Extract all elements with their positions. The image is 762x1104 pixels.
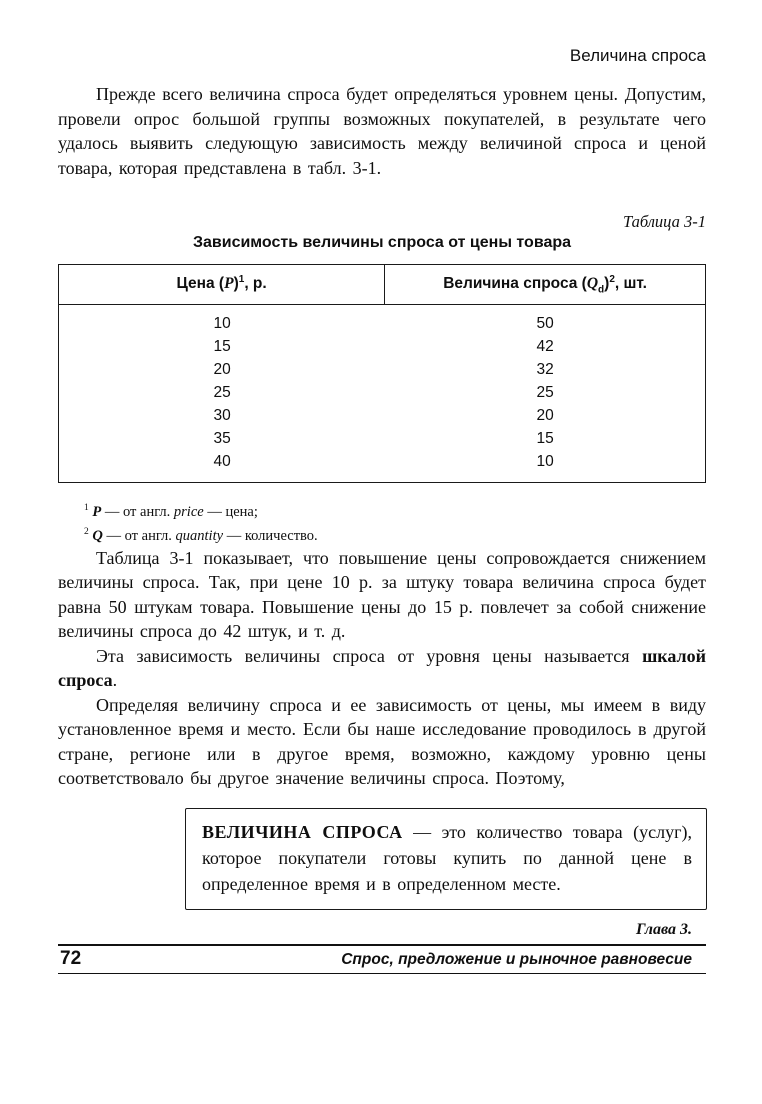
price-variable: P <box>224 275 234 293</box>
qty-cell: 25 <box>536 384 554 402</box>
footnote-2-translation: — количество. <box>223 527 318 544</box>
quantity-footnote-marker: 2 <box>609 274 615 285</box>
footnote-1 <box>84 499 706 522</box>
quantity-header-unit: , шт. <box>614 275 647 293</box>
quantity-variable: Q <box>586 275 599 293</box>
footnote-2-variable: Q <box>92 527 103 544</box>
footer-row <box>58 946 706 973</box>
qty-cell: 20 <box>536 407 554 425</box>
chapter-label: Глава 3. <box>635 920 692 938</box>
price-header-paren: ) <box>233 275 239 293</box>
price-header-unit: , р. <box>244 275 267 293</box>
footnote-1-variable: P <box>92 504 102 521</box>
footnote-1-translation: — цена; <box>203 504 258 521</box>
quantity-header-paren: ) <box>604 275 610 293</box>
context-paragraph: Определяя величину спроса и ее зависимость от цены, мы имеем в виду установленное время и место. Если бы наше исследование проводилось в другой стране, регионе или в другое время, возможно, каждому уровню цены соответствовало бы другое значение величины спроса. Поэтому, <box>58 694 706 789</box>
table-caption: Таблица 3-1 <box>623 212 706 231</box>
quantity-header-text: Величина спроса ( <box>443 275 587 293</box>
price-cell: 10 <box>213 315 231 333</box>
price-cell: 40 <box>213 453 231 471</box>
price-cell: 35 <box>213 430 231 448</box>
definition-dash: — <box>402 821 442 842</box>
table-row <box>59 381 705 404</box>
scale-definition-paragraph <box>58 644 706 693</box>
table-title: Зависимость величины спроса от цены товара <box>192 234 572 251</box>
footnote-2 <box>84 523 706 546</box>
page-number: 72 <box>60 947 82 969</box>
running-head: Величина спроса <box>569 46 706 65</box>
price-column-header <box>59 265 385 304</box>
table-row <box>59 404 705 427</box>
footer-divider-thin <box>58 973 706 974</box>
definition-term: ВЕЛИЧИНА СПРОСА <box>202 821 403 842</box>
definition-box <box>185 808 707 910</box>
scale-paragraph-text: Эта зависимость величины спроса от уровня цены называется <box>96 645 643 666</box>
scale-paragraph-tail: . <box>112 670 118 691</box>
quantity-column-header <box>385 265 705 304</box>
qty-cell: 10 <box>536 453 554 471</box>
footnote-1-text: — от англ. <box>101 504 174 521</box>
quantity-subscript: d <box>598 284 605 296</box>
price-header-text: Цена ( <box>176 275 225 293</box>
footnotes <box>58 499 706 546</box>
price-cell: 25 <box>213 384 231 402</box>
price-footnote-marker: 1 <box>238 274 245 285</box>
table-row <box>59 427 705 450</box>
qty-cell: 32 <box>536 361 554 379</box>
qty-cell: 15 <box>536 430 554 448</box>
footnote-2-term: quantity <box>175 527 224 544</box>
demand-table <box>58 264 706 483</box>
table-row <box>59 312 705 335</box>
intro-paragraph: Прежде всего величина спроса будет определяться уровнем цены. Допустим, провели опрос большой группы возможных покупателей, в результате чего удалось выявить следующую зависимость между величиной спроса и ценой товара, которая представлена в табл. 3-1. <box>58 84 706 178</box>
table-row <box>59 335 705 358</box>
table-header-row <box>59 265 705 305</box>
footnote-2-marker: 2 <box>84 526 89 537</box>
price-cell: 20 <box>213 361 231 379</box>
table-row <box>59 450 705 473</box>
table-row <box>59 358 705 381</box>
price-cell: 30 <box>213 407 231 425</box>
qty-cell: 42 <box>536 338 554 356</box>
footnote-2-text: — от англ. <box>102 527 176 544</box>
scale-term: шкалой спроса <box>58 645 706 691</box>
table-body <box>59 305 705 482</box>
footnote-1-term: price <box>173 504 204 521</box>
analysis-paragraph: Таблица 3-1 показывает, что повышение цены сопровождается снижением величины спроса. Так, при цене 10 р. за штуку товара величина спроса будет равна 50 штукам товара. Повышение цены до 15 р. повлечет за собой снижение величины спроса до 42 штук, и т. д. <box>58 547 706 642</box>
book-title: Спрос, предложение и рыночное равновесие <box>341 950 692 968</box>
price-cell: 15 <box>213 338 231 356</box>
footnote-1-marker: 1 <box>84 503 89 514</box>
qty-cell: 50 <box>536 315 554 333</box>
definition-text: это количество товара (услуг), которое покупатели готовы купить по данной цене в определенное время и в определенном месте. <box>202 821 692 894</box>
